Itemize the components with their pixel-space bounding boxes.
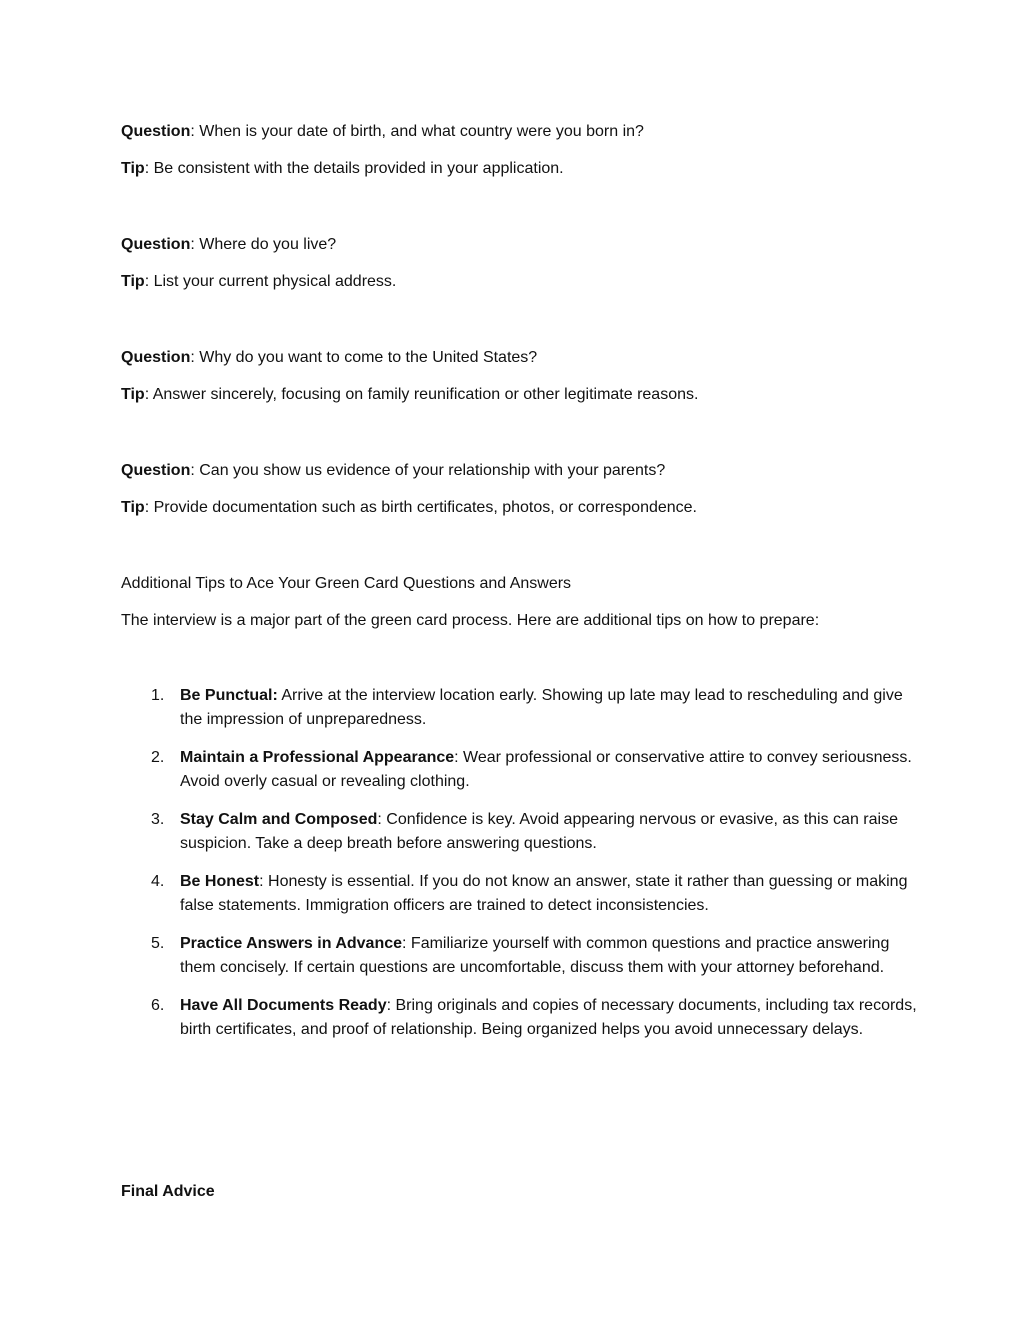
- final-advice-heading: Final Advice: [121, 1183, 215, 1200]
- tip-2: [121, 270, 921, 294]
- question-2: [121, 233, 921, 257]
- list-number: 5.: [151, 935, 165, 952]
- tip-3: [121, 383, 921, 407]
- question-1: [121, 120, 921, 144]
- tip-label: Tip: [121, 499, 145, 516]
- tip-text: : Be consistent with the details provided in your application.: [144, 160, 564, 177]
- list-item: [121, 746, 921, 794]
- tip-4: [121, 496, 921, 520]
- question-4: [121, 459, 921, 483]
- tip-description: : Familiarize yourself with common questions and practice answering them concisely. If certain questions are uncomfortable, discuss them with your attorney beforehand.: [180, 935, 890, 976]
- question-label: Question: [121, 236, 191, 253]
- question-text: : When is your date of birth, and what country were you born in?: [190, 123, 644, 140]
- tip-label: Tip: [121, 160, 145, 177]
- tip-description: : Honesty is essential. If you do not know an answer, state it rather than guessing or making false statements. Immigration officers are trained to detect inconsistencies.: [180, 873, 908, 914]
- tip-text: : Provide documentation such as birth certificates, photos, or correspondence.: [144, 499, 697, 516]
- additional-tips-intro: The interview is a major part of the green card process. Here are additional tips on how to prepare:: [121, 612, 820, 629]
- tip-label: Tip: [121, 386, 145, 403]
- question-label: Question: [121, 123, 191, 140]
- tip-title: Have All Documents Ready: [180, 997, 387, 1014]
- tip-description: : Wear professional or conservative attire to convey seriousness. Avoid overly casual or revealing clothing.: [180, 749, 912, 790]
- question-text: : Where do you live?: [190, 236, 337, 253]
- list-number: 1.: [151, 687, 165, 704]
- list-number: 2.: [151, 749, 165, 766]
- tip-text: : List your current physical address.: [144, 273, 397, 290]
- tip-description: : Confidence is key. Avoid appearing nervous or evasive, as this can raise suspicion. Take a deep breath before answering questions.: [180, 811, 898, 852]
- list-item: [121, 870, 921, 918]
- tip-text: : Answer sincerely, focusing on family reunification or other legitimate reasons.: [144, 386, 699, 403]
- tip-title: Be Punctual:: [180, 687, 278, 704]
- tip-description: Arrive at the interview location early. Showing up late may lead to rescheduling and give the impression of unpreparedness.: [180, 687, 903, 728]
- tip-1: [121, 157, 921, 181]
- question-text: : Can you show us evidence of your relationship with your parents?: [190, 462, 666, 479]
- list-number: 3.: [151, 811, 165, 828]
- list-item: [121, 994, 921, 1042]
- question-label: Question: [121, 349, 191, 366]
- tip-title: Practice Answers in Advance: [180, 935, 403, 952]
- tip-label: Tip: [121, 273, 145, 290]
- additional-tips-heading: Additional Tips to Ace Your Green Card Questions and Answers: [121, 575, 572, 592]
- list-number: 4.: [151, 873, 165, 890]
- tips-list: [121, 684, 921, 1056]
- list-item: [121, 808, 921, 856]
- question-3: [121, 346, 921, 370]
- question-text: : Why do you want to come to the United States?: [190, 349, 538, 366]
- tip-description: : Bring originals and copies of necessary documents, including tax records, birth certificates, and proof of relationship. Being organized helps you avoid unnecessary delays.: [180, 997, 917, 1038]
- list-item: [121, 932, 921, 980]
- list-item: [121, 684, 921, 732]
- tip-title: Stay Calm and Composed: [180, 811, 378, 828]
- list-number: 6.: [151, 997, 165, 1014]
- question-label: Question: [121, 462, 191, 479]
- tip-title: Maintain a Professional Appearance: [180, 749, 455, 766]
- tip-title: Be Honest: [180, 873, 260, 890]
